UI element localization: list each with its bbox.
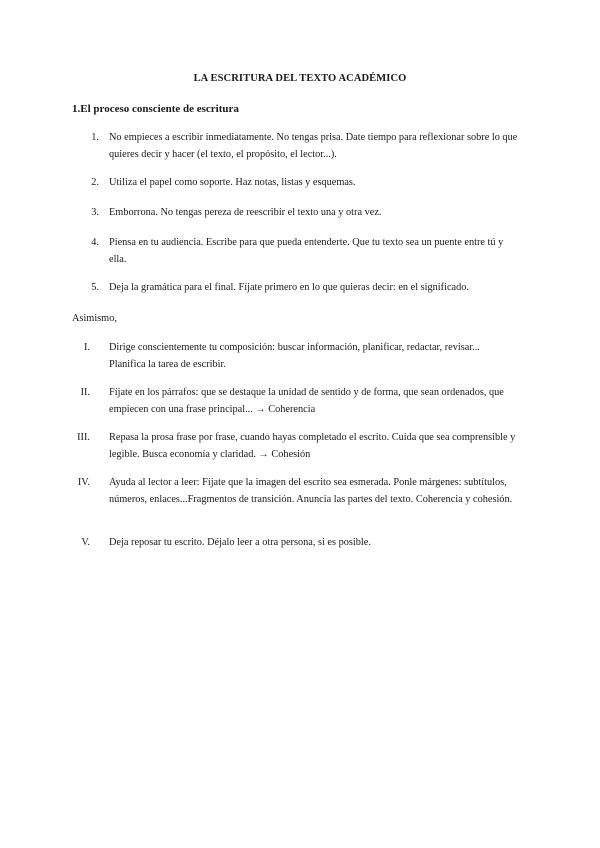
list-marker: V. — [81, 537, 90, 548]
section-heading: 1.El proceso consciente de escritura — [72, 103, 239, 115]
list-item-text: Deja reposar tu escrito. Déjalo leer a otra persona, si es posible. — [109, 537, 371, 548]
list-item-text: Piensa en tu audiencia. Escribe para que pueda entenderte. Que tu texto sea un puente entre tú y ella. — [109, 237, 504, 265]
list-marker: III. — [77, 432, 90, 443]
document-title: LA ESCRITURA DEL TEXTO ACADÉMICO — [193, 73, 407, 84]
intro-text: Asimismo, — [72, 313, 117, 324]
list-marker: 2. — [91, 177, 99, 188]
list-marker: 3. — [91, 207, 99, 218]
list-item-text: Fíjate en los párrafos: que se destaque la unidad de sentido y de forma, que sean ordenados, que empiecen con una frase principal... → Coherencia — [109, 387, 504, 415]
list-item-text: Dirige conscientemente tu composición: buscar información, planificar, redactar, revisar... Planifica la tarea de escribir. — [109, 342, 480, 370]
list-item-text: No empieces a escribir inmediatamente. No tengas prisa. Date tiempo para reflexionar sobre lo que quieres decir y hacer (el texto, el propósito, el lector...). — [109, 132, 518, 160]
list-item-text: Utiliza el papel como soporte. Haz notas, listas y esquemas. — [109, 177, 356, 188]
list-item-text: Repasa la prosa frase por frase, cuando hayas completado el escrito. Cuida que sea comprensible y legible. Busca economía y claridad. → Cohesión — [109, 432, 516, 460]
list-marker: 5. — [91, 282, 99, 293]
list-marker: IV. — [77, 477, 90, 488]
list-item-text: Emborrona. No tengas pereza de reescribir el texto una y otra vez. — [109, 207, 382, 218]
list-marker: 1. — [91, 132, 99, 143]
list-marker: I. — [83, 342, 90, 353]
list-marker: II. — [80, 387, 90, 398]
list-item-text: Deja la gramática para el final. Fíjate primero en lo que quieras decir: en el significado. — [109, 282, 469, 293]
list-item-text: Ayuda al lector a leer: Fíjate que la imagen del escrito sea esmerada. Ponle márgenes: subtítulos, números, enlaces...Fragmentos de transición. Anuncia las partes del texto. Coherencia y cohesión. — [109, 477, 513, 505]
list-marker: 4. — [91, 237, 99, 248]
